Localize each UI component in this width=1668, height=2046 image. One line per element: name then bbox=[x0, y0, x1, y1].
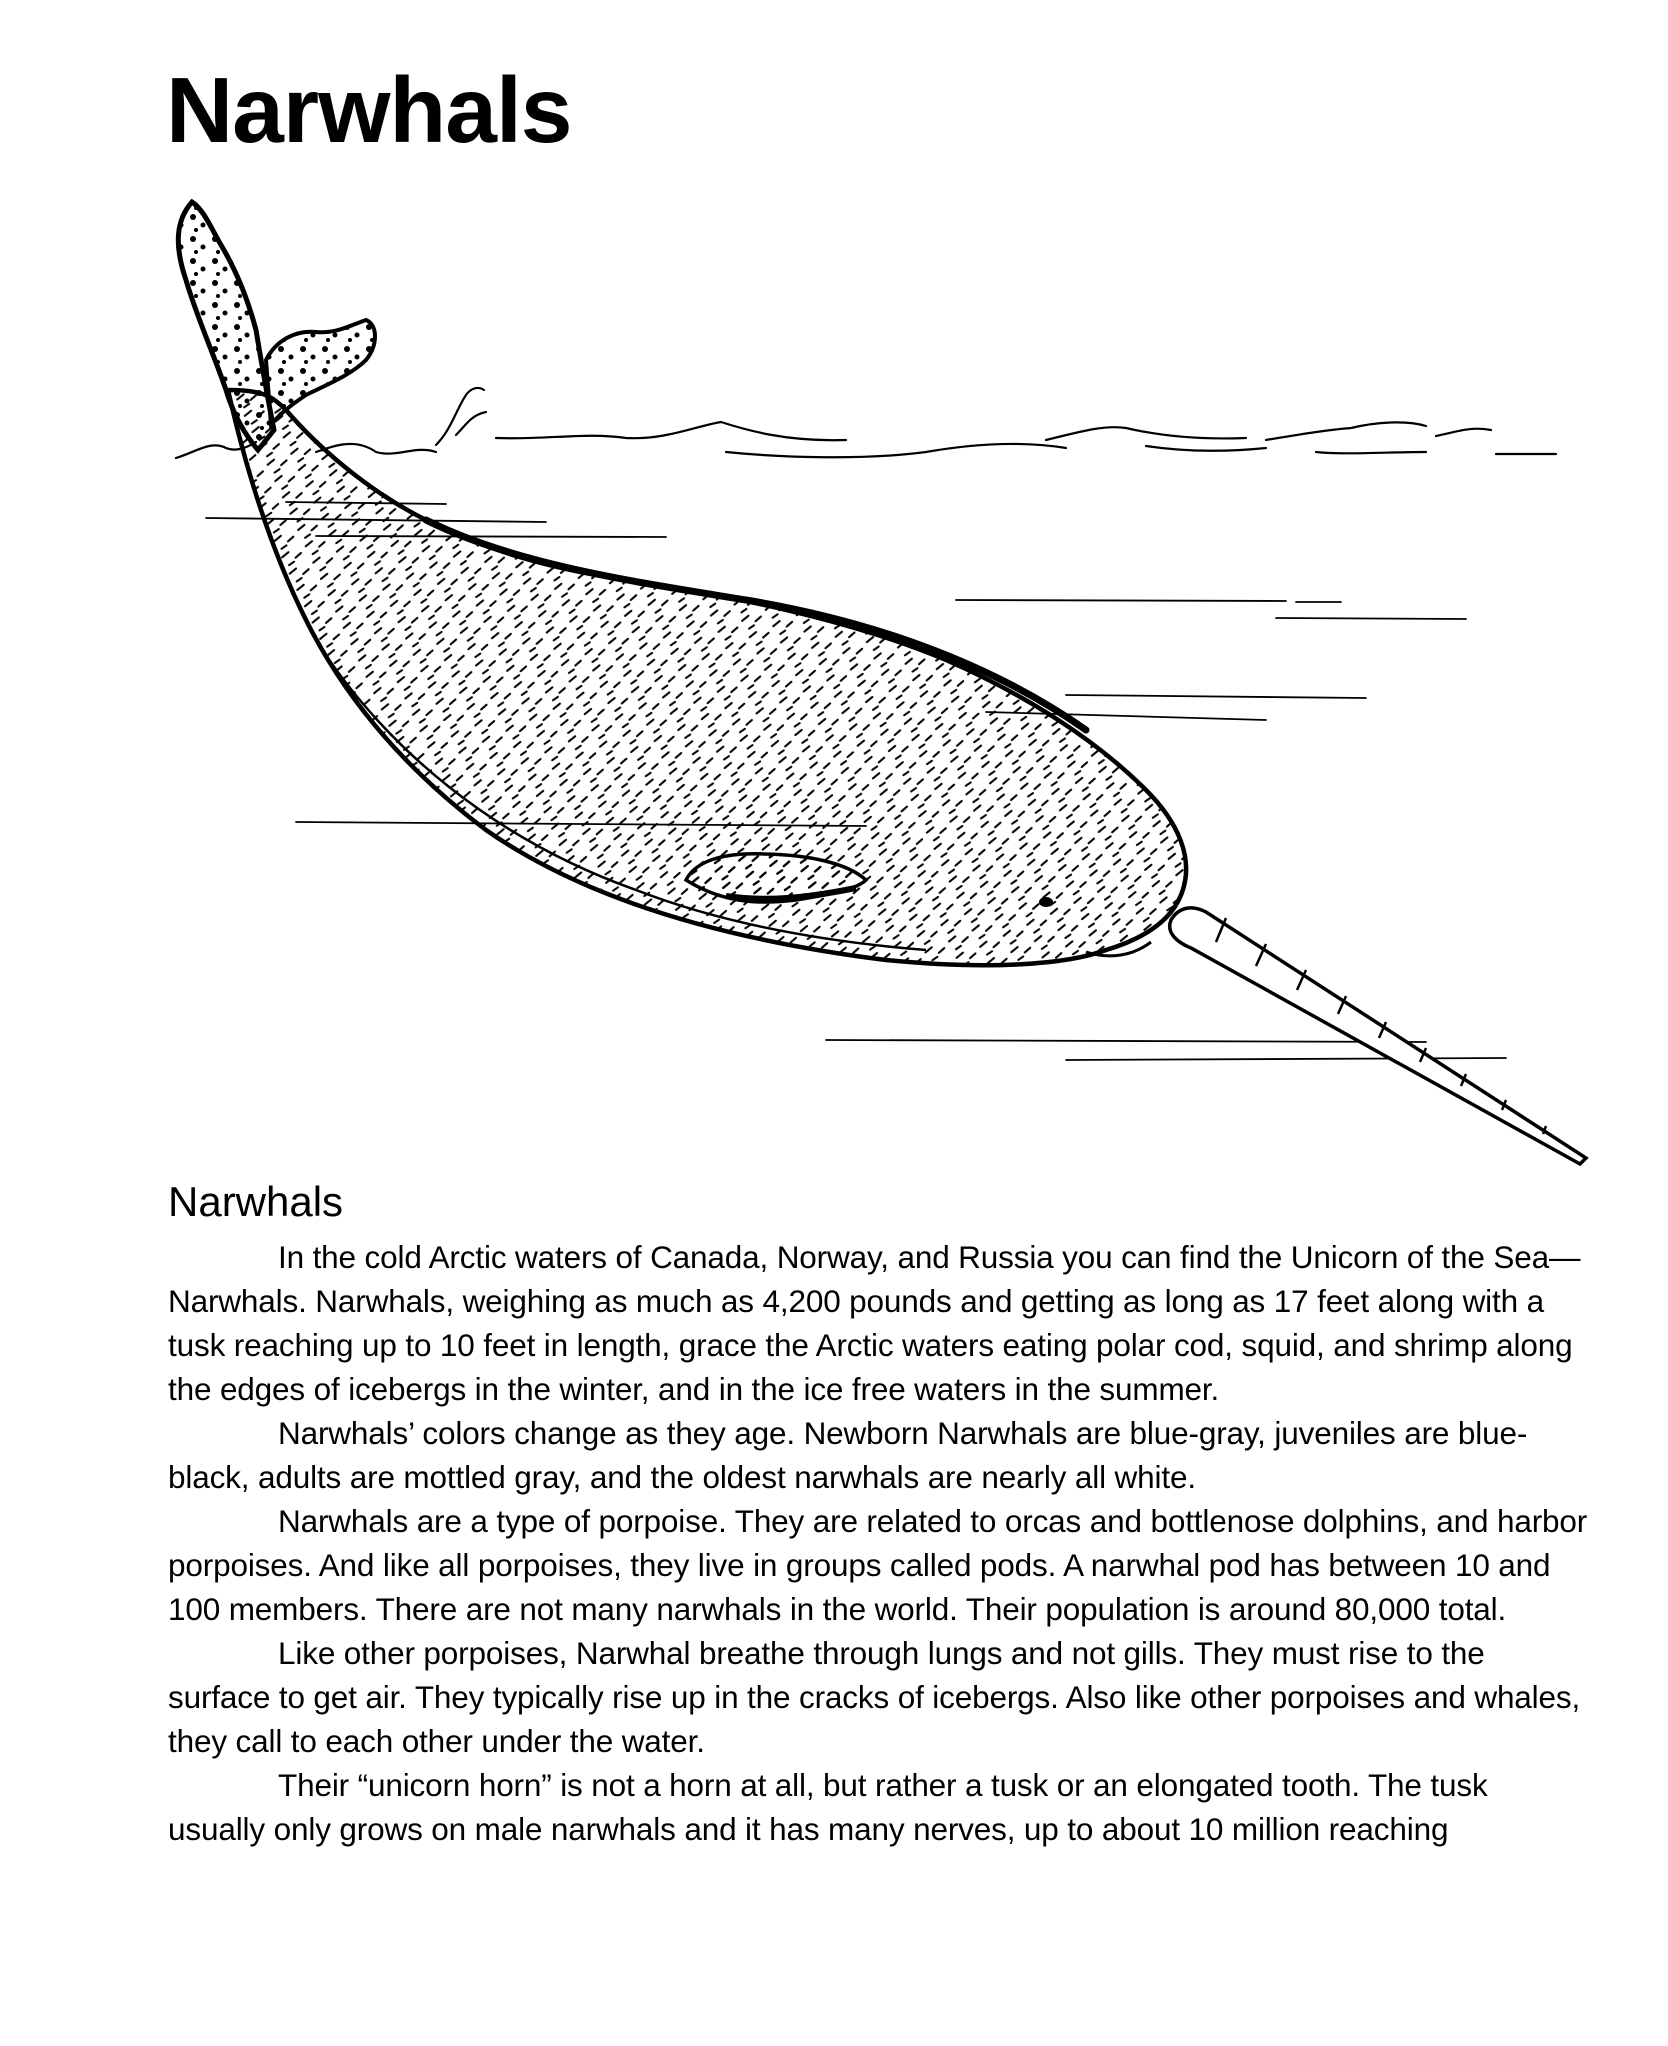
section-heading: Narwhals bbox=[168, 1178, 344, 1225]
narwhal-eye bbox=[1039, 897, 1053, 907]
narwhal-tusk bbox=[1170, 908, 1586, 1164]
paragraph-1: In the cold Arctic waters of Canada, Norway, and Russia you can find the Unicorn of the Sea— Narwhals. Narwhals, weighing as much as 4,200 pounds and getting as long as 17 feet along with a tusk reaching up to 10 feet in length, grace the Arctic waters eating polar cod, squid, and shrimp along the edges of icebergs in the winter, and in the ice free waters in the summer. bbox=[168, 1239, 1581, 1407]
paragraph-4: Like other porpoises, Narwhal breathe through lungs and not gills. They must rise to the surface to get air. They typically rise up in the cracks of icebergs. Also like other porpoises and whales, they call to each other under the water. bbox=[168, 1635, 1581, 1759]
paragraph-5: Their “unicorn horn” is not a horn at all, but rather a tusk or an elongated tooth. The tusk usually only grows on male narwhals and it has many nerves, up to about 10 million reaching bbox=[168, 1767, 1488, 1847]
paragraph-3: Narwhals are a type of porpoise. They are related to orcas and bottlenose dolphins, and harbor porpoises. And like all porpoises, they live in groups called pods. A narwhal pod has between 10 and 100 members. There are not many narwhals in the world. Their population is around 80,000 total. bbox=[168, 1503, 1588, 1627]
page-title: Narwhals bbox=[166, 58, 572, 162]
water-surface-lines bbox=[176, 388, 1556, 458]
narwhal-illustration bbox=[166, 190, 1596, 1180]
paragraph-2: Narwhals’ colors change as they age. Newborn Narwhals are blue-gray, juveniles are blue-black, adults are mottled gray, and the oldest narwhals are nearly all white. bbox=[168, 1415, 1528, 1495]
article-body bbox=[168, 1235, 1588, 1851]
